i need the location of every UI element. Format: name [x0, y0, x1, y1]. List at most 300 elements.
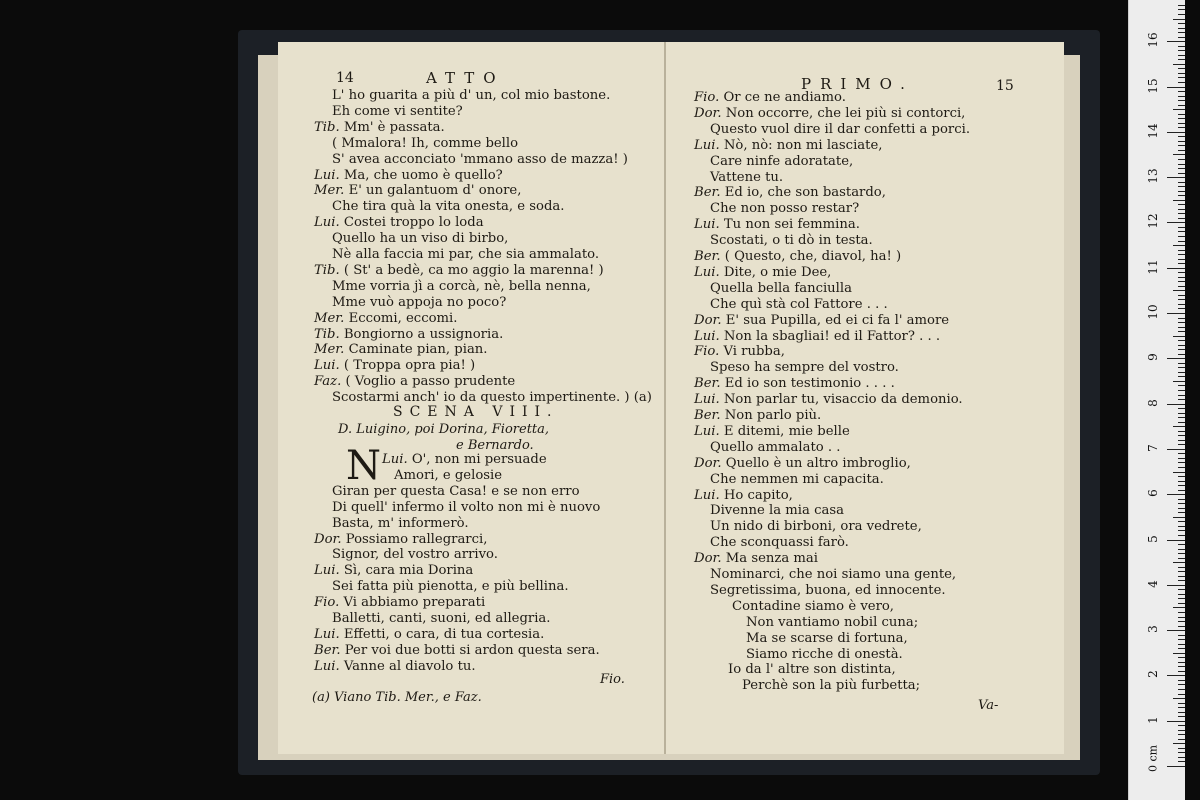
ruler-tick — [1167, 268, 1185, 269]
verse-line — [314, 595, 485, 611]
ruler-tick — [1178, 331, 1185, 332]
verse-line — [332, 88, 610, 104]
ruler-tick — [1178, 481, 1185, 482]
ruler-tick — [1173, 562, 1185, 563]
verse-line — [710, 154, 853, 170]
ruler-tick — [1178, 603, 1185, 604]
speaker-label: Fio. — [694, 344, 720, 360]
ruler-number: 8 — [1146, 398, 1160, 407]
ruler-tick — [1178, 571, 1185, 572]
line-text: Quello è un altro imbroglio, — [725, 455, 911, 471]
speaker-label: Lui. — [314, 658, 340, 674]
verse-line — [314, 168, 503, 184]
line-text: Di quell' infermo il volto non mi è nuovo — [332, 499, 601, 515]
ruler-tick — [1173, 743, 1185, 744]
speaker-label: Ber. — [694, 408, 721, 423]
ruler-tick — [1173, 245, 1185, 246]
verse-line — [710, 122, 970, 138]
verse-line — [710, 535, 849, 551]
line-text: Che tira quà la vita onesta, e soda. — [332, 199, 565, 215]
ruler-tick — [1178, 340, 1185, 341]
ruler-tick — [1178, 598, 1185, 599]
ruler-tick — [1178, 476, 1185, 477]
ruler-tick — [1167, 540, 1185, 541]
line-text: Per voi due botti si ardon questa sera. — [344, 642, 600, 658]
ruler-tick — [1178, 558, 1185, 559]
verse-line — [332, 295, 506, 311]
ruler-tick — [1178, 286, 1185, 287]
ruler-tick — [1167, 313, 1185, 314]
line-text: Tu non sei femmina. — [723, 217, 860, 233]
verse-line — [694, 217, 860, 233]
ruler-tick — [1178, 191, 1185, 192]
line-text: Scostarmi anch' io da questo impertinente. ) (a) — [332, 390, 652, 406]
line-text: Sì, cara mia Dorina — [343, 563, 474, 579]
ruler-tick — [1178, 761, 1185, 762]
speaker-label: Ber. — [694, 249, 721, 264]
ruler-tick — [1173, 698, 1185, 699]
ruler-tick — [1167, 449, 1185, 450]
verse-line — [314, 627, 544, 643]
ruler-tick — [1178, 227, 1185, 228]
line-text: E' un galantuom d' onore, — [348, 183, 522, 199]
verse-line — [710, 472, 884, 488]
ruler-tick — [1173, 336, 1185, 337]
verse-line — [694, 265, 831, 281]
ruler-tick — [1178, 530, 1185, 531]
verse-line — [694, 106, 965, 122]
ruler-tick — [1178, 295, 1185, 296]
verse-line — [694, 90, 846, 106]
line-text: Eh come vi sentite? — [332, 103, 463, 119]
verse-line — [314, 120, 445, 136]
line-text: Vi rubba, — [723, 344, 785, 360]
verse-line — [710, 170, 783, 186]
ruler-tick — [1178, 644, 1185, 645]
verse-line — [314, 215, 484, 231]
ruler-tick — [1178, 363, 1185, 364]
ruler-unit-label: 0 cm — [1146, 744, 1160, 773]
ruler-tick — [1178, 684, 1185, 685]
verse-line — [710, 440, 841, 456]
ruler-tick — [1178, 395, 1185, 396]
ruler-tick — [1178, 272, 1185, 273]
line-text: Io da l' altre son distinta, — [728, 662, 896, 678]
speaker-label: Lui. — [694, 487, 720, 503]
ruler-tick — [1167, 222, 1185, 223]
ruler-tick — [1178, 639, 1185, 640]
verse-line — [694, 313, 949, 329]
verse-line — [746, 631, 908, 647]
ruler-tick — [1178, 308, 1185, 309]
verse-line — [332, 279, 591, 295]
ruler-tick — [1178, 164, 1185, 165]
speaker-label: Dor. — [694, 105, 722, 121]
ruler-tick — [1178, 318, 1185, 319]
ruler-number: 2 — [1146, 670, 1160, 679]
verse-line — [314, 659, 476, 675]
line-text: ( Questo, che, diavol, ha! ) — [724, 249, 902, 264]
ruler-tick — [1178, 114, 1185, 115]
line-text: Ed io, che son bastardo, — [724, 185, 886, 201]
speaker-label: Ber. — [314, 642, 341, 658]
ruler-tick — [1178, 521, 1185, 522]
line-text: Quella bella fanciulla — [710, 280, 852, 296]
ruler-tick — [1178, 612, 1185, 613]
ruler-tick — [1178, 580, 1185, 581]
ruler-tick — [1173, 19, 1185, 20]
line-text: Ma, che uomo è quello? — [343, 167, 503, 183]
ruler-tick — [1178, 91, 1185, 92]
ruler-tick — [1178, 458, 1185, 459]
ruler-tick — [1178, 82, 1185, 83]
speaker-label: Fio. — [694, 90, 720, 105]
verse-line — [332, 500, 600, 516]
speaker-label: Lui. — [694, 217, 720, 233]
line-text: Scostati, o ti dò in testa. — [710, 233, 873, 249]
line-text: Nè alla faccia mi par, che sia ammalato. — [332, 247, 600, 262]
ruler-tick — [1178, 703, 1185, 704]
ruler-tick — [1178, 485, 1185, 486]
ruler-tick — [1178, 671, 1185, 672]
verse-line — [746, 647, 903, 663]
ruler-tick — [1178, 322, 1185, 323]
ruler-tick — [1178, 5, 1185, 6]
ruler-tick — [1178, 123, 1185, 124]
measurement-ruler — [1128, 0, 1185, 800]
verse-line — [314, 263, 604, 279]
ruler-tick — [1178, 354, 1185, 355]
verse-line — [710, 519, 922, 535]
verse-line — [710, 567, 956, 583]
ruler-tick — [1167, 132, 1185, 133]
ruler-tick — [1167, 675, 1185, 676]
line-text: Vattene tu. — [710, 169, 784, 185]
ruler-tick — [1178, 712, 1185, 713]
ruler-tick — [1178, 14, 1185, 15]
scene-characters: D. Luigino, poi Dorina, Fioretta, — [338, 422, 550, 437]
line-text: Non occorre, che lei più si contorci, — [725, 105, 966, 121]
ruler-tick — [1178, 648, 1185, 649]
ruler-tick — [1178, 666, 1185, 667]
ruler-number: 3 — [1146, 625, 1160, 633]
ruler-tick — [1178, 752, 1185, 753]
ruler-tick — [1178, 100, 1185, 101]
ruler-tick — [1178, 748, 1185, 749]
ruler-tick — [1178, 626, 1185, 627]
ruler-tick — [1173, 653, 1185, 654]
ruler-tick — [1178, 503, 1185, 504]
verse-line — [694, 185, 886, 201]
ruler-tick — [1178, 680, 1185, 681]
ruler-tick — [1178, 68, 1185, 69]
page-number: 14 — [336, 70, 354, 86]
ruler-tick — [1178, 204, 1185, 205]
ruler-tick — [1178, 73, 1185, 74]
line-text: Vanne al diavolo tu. — [343, 658, 476, 674]
line-text: E ditemi, mie belle — [723, 423, 850, 439]
ruler-tick — [1178, 716, 1185, 717]
verse-line — [694, 249, 901, 265]
verse-line — [694, 344, 785, 360]
ruler-tick — [1167, 358, 1185, 359]
line-text: Costei troppo lo loda — [343, 215, 484, 231]
speaker-label: Lui. — [314, 626, 340, 642]
line-text: ( St' a bedè, ca mo aggio la marenna! ) — [343, 262, 604, 278]
ruler-tick — [1178, 236, 1185, 237]
ruler-tick — [1178, 105, 1185, 106]
ruler-tick — [1178, 259, 1185, 260]
verse-line — [710, 201, 859, 217]
ruler-tick — [1178, 59, 1185, 60]
speaker-label: Dor. — [694, 455, 722, 471]
line-text: Possiamo rallegrarci, — [345, 531, 488, 547]
ruler-tick — [1178, 576, 1185, 577]
catchword: Va- — [978, 698, 999, 713]
speaker-label: Ber. — [694, 185, 721, 201]
ruler-tick — [1178, 118, 1185, 119]
ruler-tick — [1178, 145, 1185, 146]
ruler-tick — [1178, 694, 1185, 695]
ruler-tick — [1178, 594, 1185, 595]
line-text: Non vantiamo nobil cuna; — [746, 614, 919, 630]
line-text: E' sua Pupilla, ed ei ci fa l' amore — [725, 312, 950, 328]
ruler-tick — [1178, 159, 1185, 160]
ruler-number: 16 — [1146, 32, 1160, 48]
ruler-number: 10 — [1146, 304, 1160, 320]
verse-line — [314, 374, 515, 390]
line-text: Che quì stà col Fattore . . . — [710, 296, 888, 312]
ruler-tick — [1178, 490, 1185, 491]
ruler-tick — [1178, 77, 1185, 78]
ruler-tick — [1167, 721, 1185, 722]
verse-line — [332, 579, 569, 595]
ruler-tick — [1178, 32, 1185, 33]
speaker-label: Tib. — [314, 326, 340, 342]
ruler-tick — [1178, 127, 1185, 128]
ruler-tick — [1173, 607, 1185, 608]
line-text: Divenne la mia casa — [710, 503, 844, 519]
speaker-label: Tib. — [314, 119, 340, 135]
ruler-tick — [1178, 589, 1185, 590]
ruler-tick — [1178, 213, 1185, 214]
ruler-tick — [1167, 630, 1185, 631]
ruler-tick — [1178, 657, 1185, 658]
speaker-label: Lui. — [694, 423, 720, 439]
speaker-label: Lui. — [314, 563, 340, 579]
speaker-label: Lui. — [694, 137, 720, 153]
verse-line — [732, 599, 894, 615]
ruler-tick — [1178, 150, 1185, 151]
ruler-tick — [1178, 725, 1185, 726]
ruler-tick — [1178, 508, 1185, 509]
line-text: Caminate pian, pian. — [348, 342, 488, 358]
verse-line — [314, 311, 457, 327]
line-text: Ed io son testimonio . . . . — [724, 376, 895, 392]
speaker-label: Mer. — [314, 342, 345, 358]
verse-line — [694, 376, 895, 392]
line-text: Non la sbagliai! ed il Fattor? . . . — [723, 328, 941, 344]
ruler-tick — [1173, 200, 1185, 201]
ruler-tick — [1178, 28, 1185, 29]
speaker-label: Ber. — [694, 376, 721, 392]
speaker-label: Lui. — [314, 167, 340, 183]
ruler-tick — [1178, 218, 1185, 219]
ruler-tick — [1178, 23, 1185, 24]
verse-line — [314, 358, 475, 374]
line-text: Che nemmen mi capacita. — [710, 471, 884, 487]
ruler-tick — [1178, 345, 1185, 346]
verse-line — [710, 583, 946, 599]
line-text: ( Troppa opra pia! ) — [343, 358, 476, 374]
ruler-number: 15 — [1146, 77, 1160, 94]
right-page — [666, 42, 1064, 754]
ruler-tick — [1178, 385, 1185, 386]
ruler-tick — [1178, 182, 1185, 183]
ruler-tick — [1178, 512, 1185, 513]
line-text: Balletti, canti, suoni, ed allegria. — [332, 611, 551, 626]
ruler-tick — [1173, 109, 1185, 110]
line-text: Speso ha sempre del vostro. — [710, 360, 899, 376]
ruler-tick — [1178, 662, 1185, 663]
speaker-label: Dor. — [694, 312, 722, 328]
verse-line — [742, 678, 920, 694]
ruler-tick — [1173, 290, 1185, 291]
ruler-tick — [1178, 55, 1185, 56]
line-text: Nominarci, che noi siamo una gente, — [710, 567, 957, 582]
line-text: Eccomi, eccomi. — [348, 310, 458, 326]
verse-line — [694, 392, 963, 408]
verse-line — [710, 281, 852, 297]
verse-line — [332, 484, 580, 500]
ruler-tick — [1178, 689, 1185, 690]
ruler-number: 5 — [1146, 534, 1160, 543]
running-head: ATTO — [426, 69, 505, 87]
ruler-tick — [1178, 621, 1185, 622]
ruler-tick — [1178, 462, 1185, 463]
verse-line — [710, 297, 888, 313]
ruler-tick — [1173, 64, 1185, 65]
ruler-tick — [1173, 426, 1185, 427]
verse-line — [314, 643, 600, 659]
line-text: Questo vuol dire il dar confetti a porci. — [710, 121, 971, 137]
ruler-tick — [1178, 304, 1185, 305]
ruler-tick — [1173, 381, 1185, 382]
line-text: Amori, e gelosie — [394, 467, 503, 483]
left-page — [278, 42, 666, 754]
ruler-tick — [1167, 766, 1185, 767]
ruler-tick — [1178, 390, 1185, 391]
ruler-tick — [1178, 435, 1185, 436]
speaker-label: Lui. — [314, 358, 340, 374]
verse-line — [332, 199, 565, 215]
line-text: Un nido di birboni, ora vedrete, — [710, 519, 922, 535]
ruler-tick — [1178, 544, 1185, 545]
line-text: Care ninfe adoratate, — [710, 153, 854, 169]
speaker-label: Dor. — [314, 531, 342, 547]
ruler-tick — [1167, 41, 1185, 42]
verse-line — [694, 408, 821, 424]
verse-line — [332, 547, 498, 563]
ruler-tick — [1178, 141, 1185, 142]
line-text: Mme vorria jì a corcà, nè, bella nenna, — [332, 278, 591, 294]
ruler-tick — [1178, 526, 1185, 527]
ruler-number: 9 — [1146, 353, 1160, 362]
line-text: Ma se scarse di fortuna, — [746, 630, 908, 646]
line-text: ( Mmalora! Ih, comme bello — [332, 135, 519, 151]
verse-line — [728, 662, 896, 678]
ruler-tick — [1178, 376, 1185, 377]
ruler-tick — [1178, 299, 1185, 300]
verse-line — [314, 327, 503, 343]
speaker-label: Fio. — [314, 595, 340, 611]
line-text: ( Voglio a passo prudente — [345, 374, 516, 390]
ruler-tick — [1167, 177, 1185, 178]
verse-line — [314, 183, 521, 199]
running-head: PRIMO. — [801, 75, 914, 93]
speaker-label: Lui. — [694, 392, 720, 408]
ruler-tick — [1178, 707, 1185, 708]
ruler-tick — [1178, 372, 1185, 373]
line-text: Vi abbiamo preparati — [343, 595, 486, 611]
ruler-number: 12 — [1146, 213, 1160, 230]
verse-line — [694, 424, 850, 440]
speaker-label: Lui. — [694, 328, 720, 344]
ruler-number: 1 — [1146, 715, 1160, 724]
ruler-tick — [1167, 87, 1185, 88]
speaker-label: Lui. — [694, 264, 720, 280]
ruler-tick — [1178, 453, 1185, 454]
line-text: Perchè son la più furbetta; — [742, 678, 921, 694]
ruler-tick — [1178, 367, 1185, 368]
line-text: Contadine siamo è vero, — [732, 598, 895, 614]
ruler-tick — [1178, 349, 1185, 350]
ruler-tick — [1178, 136, 1185, 137]
catchword: Fio. — [600, 672, 625, 687]
ruler-tick — [1178, 535, 1185, 536]
verse-line — [394, 468, 502, 484]
line-text: Nò, nò: non mi lasciate, — [723, 137, 883, 153]
ruler-tick — [1178, 209, 1185, 210]
ruler-tick — [1178, 635, 1185, 636]
ruler-tick — [1178, 467, 1185, 468]
ruler-tick — [1178, 37, 1185, 38]
ruler-number: 4 — [1146, 579, 1160, 588]
verse-line — [710, 360, 899, 376]
verse-line — [710, 233, 873, 249]
verse-line — [314, 532, 487, 548]
line-text: Quello ammalato . . — [710, 439, 841, 455]
ruler-tick — [1178, 281, 1185, 282]
ruler-tick — [1178, 730, 1185, 731]
line-text: Segretissima, buona, ed innocente. — [710, 582, 946, 598]
verse-line — [332, 104, 463, 120]
verse-line — [332, 136, 518, 152]
verse-line — [694, 551, 818, 567]
ruler-tick — [1178, 499, 1185, 500]
speaker-label: Mer. — [314, 183, 345, 199]
ruler-tick — [1178, 96, 1185, 97]
verse-line — [746, 615, 918, 631]
speaker-label: Tib. — [314, 262, 340, 278]
ruler-tick — [1178, 417, 1185, 418]
line-text: Ma senza mai — [725, 551, 818, 567]
line-text: S' avea acconciato 'mmano asso de mazza! ) — [332, 151, 628, 167]
ruler-tick — [1167, 404, 1185, 405]
ruler-tick — [1178, 327, 1185, 328]
ruler-tick — [1178, 444, 1185, 445]
ruler-tick — [1178, 399, 1185, 400]
